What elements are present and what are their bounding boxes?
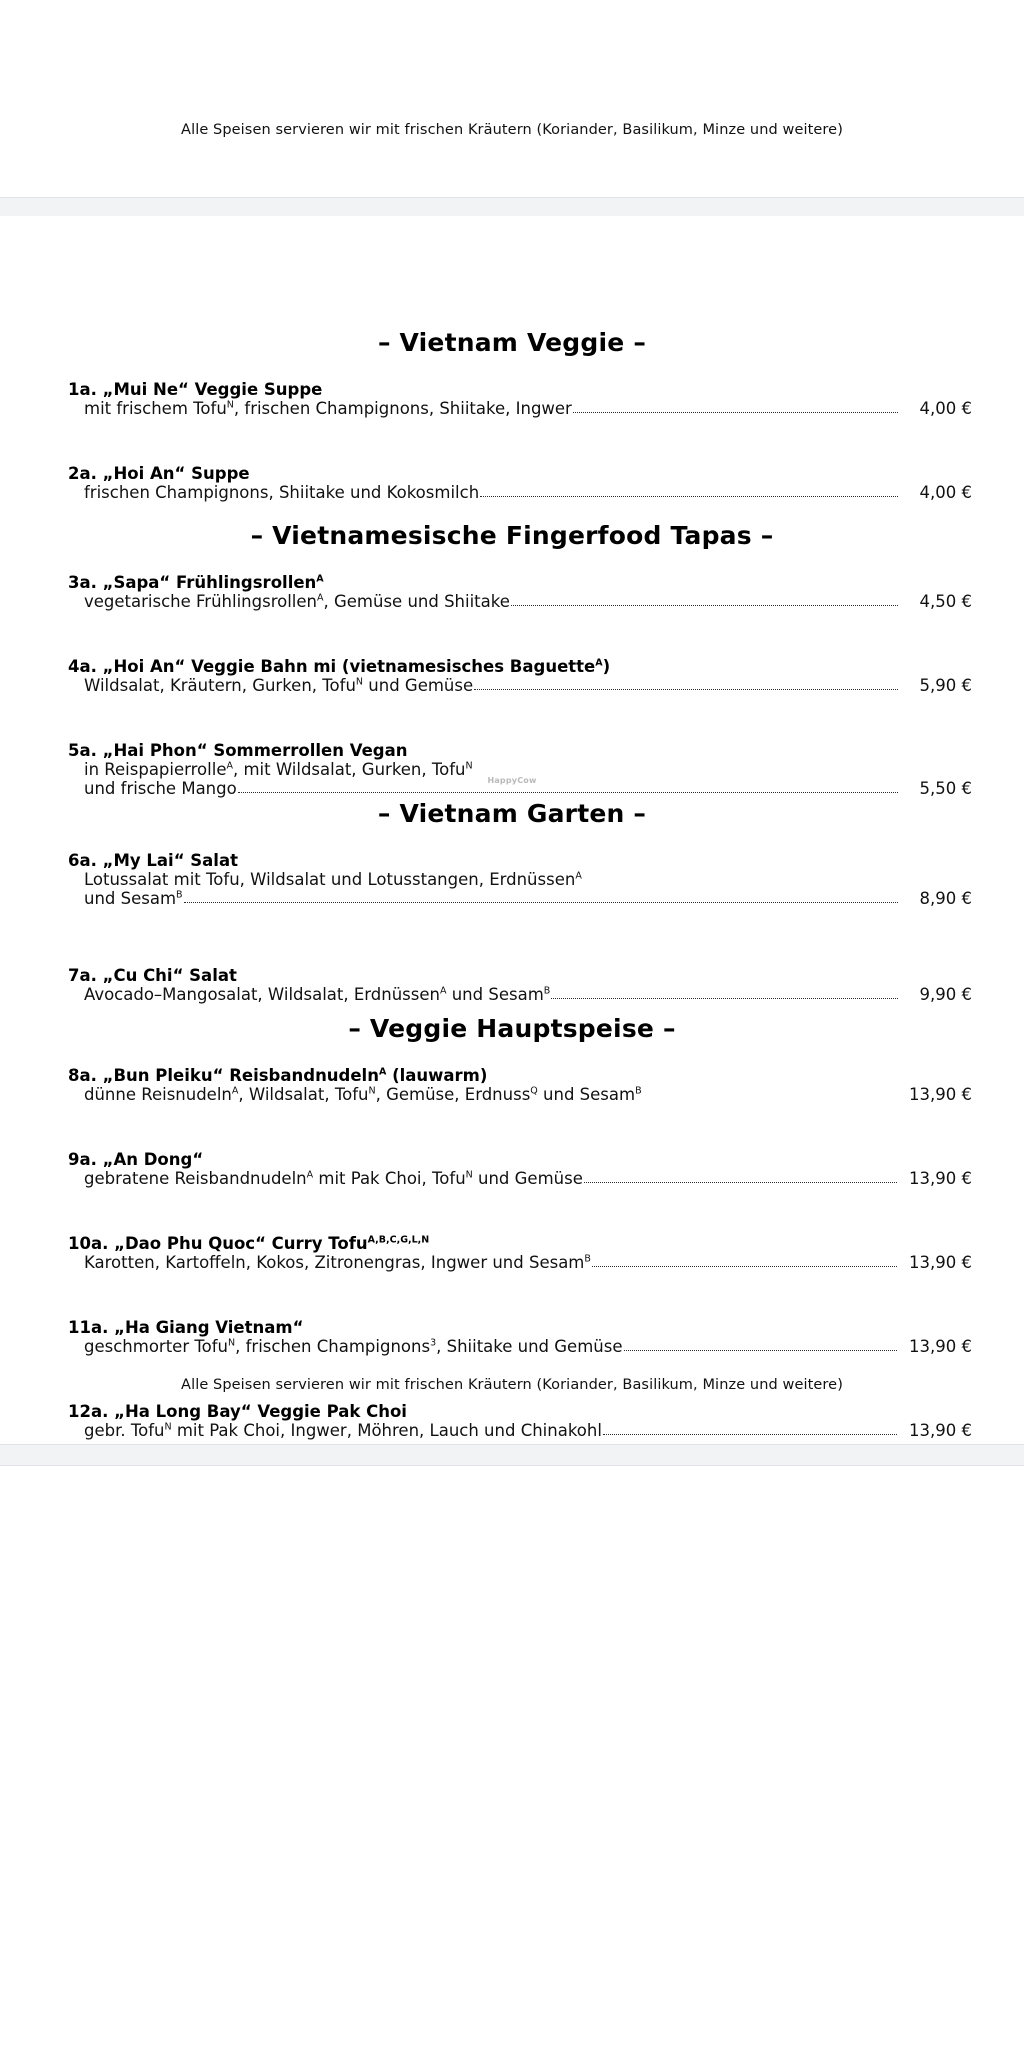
- menu-item: [0, 851, 1024, 908]
- dot-leader: [511, 604, 898, 606]
- dot-leader: [583, 883, 898, 884]
- dot-leader: [624, 1349, 898, 1351]
- menu-item-price: 13,90 €: [909, 1169, 972, 1188]
- menu-item-price: 13,90 €: [909, 1253, 972, 1272]
- page-gap-band-top: [0, 198, 1024, 216]
- menu-item-description: mit frischem Tofu$^N$, frischen Champignons, Shiitake, Ingwer: [84, 399, 572, 418]
- menu-item-price: 5,90 €: [919, 676, 972, 695]
- menu-item-line: [84, 483, 972, 502]
- menu-item-description: und Sesam$^B$: [84, 889, 183, 908]
- menu-item-line: [84, 399, 972, 418]
- menu-item-price: 13,90 €: [909, 1337, 972, 1356]
- menu-sheet: [0, 216, 1024, 1445]
- page-gap-band-bottom: [0, 1445, 1024, 1465]
- menu-item-title: 2a. „Hoi An“ Suppe: [68, 464, 250, 483]
- menu-item-title: 4a. „Hoi An“ Veggie Bahn mi (vietnamesisches Baguette$^A$): [68, 657, 611, 676]
- dot-leader: [592, 1265, 897, 1267]
- menu-item-line: [84, 1421, 972, 1440]
- menu-item-description: dünne Reisnudeln$^A$, Wildsalat, Tofu$^N$, Gemüse, Erdnuss$^Q$ und Sesam$^B$: [84, 1085, 642, 1104]
- happycow-watermark: HappyCow: [487, 776, 537, 785]
- menu-item-description: Lotussalat mit Tofu, Wildsalat und Lotusstangen, Erdnüssen$^A$: [84, 870, 582, 889]
- section-title: – Vietnam Veggie –: [377, 328, 647, 357]
- menu-item-title: 9a. „An Dong“: [68, 1150, 204, 1169]
- dot-leader: [643, 1098, 897, 1099]
- menu-item-price: 13,90 €: [909, 1421, 972, 1440]
- menu-item: [0, 1150, 1024, 1188]
- menu-item-line: [84, 1253, 972, 1272]
- menu-item-description: Karotten, Kartoffeln, Kokos, Zitronengras, Ingwer und Sesam$^B$: [84, 1253, 591, 1272]
- menu-item-line: [84, 1169, 972, 1188]
- menu-item-line: [84, 592, 972, 611]
- menu-item-price: 8,90 €: [919, 889, 972, 908]
- menu-item-description: in Reispapierrolle$^A$, mit Wildsalat, Gurken, Tofu$^N$: [84, 760, 473, 779]
- menu-item: [0, 1402, 1024, 1440]
- menu-item-price: 4,00 €: [919, 483, 972, 502]
- menu-item-line: [84, 889, 972, 908]
- divider-bottom-2: [0, 1465, 1024, 1466]
- top-allergy-note: Alle Speisen servieren wir mit frischen Kräutern (Koriander, Basilikum, Minze und weitere): [181, 122, 843, 138]
- menu-item-title: 11a. „Ha Giang Vietnam“: [68, 1318, 304, 1337]
- dot-leader: [584, 1181, 897, 1183]
- dot-leader: [603, 1433, 897, 1435]
- bottom-allergy-note: Alle Speisen servieren wir mit frischen Kräutern (Koriander, Basilikum, Minze und weitere): [181, 1377, 843, 1393]
- dot-leader: [474, 773, 898, 774]
- menu-item-description: vegetarische Frühlingsrollen$^A$, Gemüse und Shiitake: [84, 592, 510, 611]
- menu-item: [0, 1318, 1024, 1356]
- menu-item-line: [84, 676, 972, 695]
- menu-item-title: 7a. „Cu Chi“ Salat: [68, 966, 237, 985]
- menu-item-title: 5a. „Hai Phon“ Sommerrollen Vegan: [68, 741, 408, 760]
- section-title: – Vietnam Garten –: [377, 799, 647, 828]
- menu-item: [0, 464, 1024, 502]
- dot-leader: [551, 997, 898, 999]
- menu-item: [0, 966, 1024, 1004]
- dot-leader: [480, 495, 898, 497]
- menu-item-price: 4,00 €: [919, 399, 972, 418]
- menu-item-price: 13,90 €: [909, 1085, 972, 1104]
- menu-item-title: 10a. „Dao Phu Quoc“ Curry Tofu$^{A,B,C,G,L,N}$: [68, 1234, 430, 1253]
- menu-item-line: [84, 985, 972, 1004]
- menu-item-line: [84, 1085, 972, 1104]
- menu-item: [0, 1234, 1024, 1272]
- menu-item-description: gebratene Reisbandnudeln$^A$ mit Pak Choi, Tofu$^N$ und Gemüse: [84, 1169, 583, 1188]
- dot-leader: [184, 901, 898, 903]
- menu-item: [0, 380, 1024, 418]
- dot-leader: [573, 411, 898, 413]
- menu-item-title: 3a. „Sapa“ Frühlingsrollen$^A$: [68, 573, 324, 592]
- menu-item: [0, 741, 1024, 798]
- menu-item: [0, 657, 1024, 695]
- menu-item: [0, 573, 1024, 611]
- menu-item-price: 5,50 €: [919, 779, 972, 798]
- menu-item-title: 12a. „Ha Long Bay“ Veggie Pak Choi: [68, 1402, 407, 1421]
- dot-leader: [238, 791, 898, 793]
- menu-item-price: 4,50 €: [919, 592, 972, 611]
- menu-item-title: 8a. „Bun Pleiku“ Reisbandnudeln$^A$ (lauwarm): [68, 1066, 488, 1085]
- section-title: – Veggie Hauptspeise –: [348, 1014, 676, 1043]
- menu-item-description: geschmorter Tofu$^N$, frischen Champignons$^3$, Shiitake und Gemüse: [84, 1337, 623, 1356]
- menu-item-line: [84, 870, 972, 889]
- section-title: – Vietnamesische Fingerfood Tapas –: [250, 521, 774, 550]
- menu-item-description: und frische Mango: [84, 779, 237, 798]
- menu-item-line: [84, 1337, 972, 1356]
- menu-item-description: Avocado–Mangosalat, Wildsalat, Erdnüssen$^A$ und Sesam$^B$: [84, 985, 551, 1004]
- menu-item-title: 6a. „My Lai“ Salat: [68, 851, 238, 870]
- menu-item: [0, 1066, 1024, 1104]
- menu-item-title: 1a. „Mui Ne“ Veggie Suppe: [68, 380, 323, 399]
- menu-item-description: frischen Champignons, Shiitake und Kokosmilch: [84, 483, 480, 502]
- dot-leader: [474, 688, 898, 690]
- menu-item-description: gebr. Tofu$^N$ mit Pak Choi, Ingwer, Möhren, Lauch und Chinakohl: [84, 1421, 602, 1440]
- menu-item-description: Wildsalat, Kräutern, Gurken, Tofu$^N$ und Gemüse: [84, 676, 474, 695]
- menu-item-price: 9,90 €: [919, 985, 972, 1004]
